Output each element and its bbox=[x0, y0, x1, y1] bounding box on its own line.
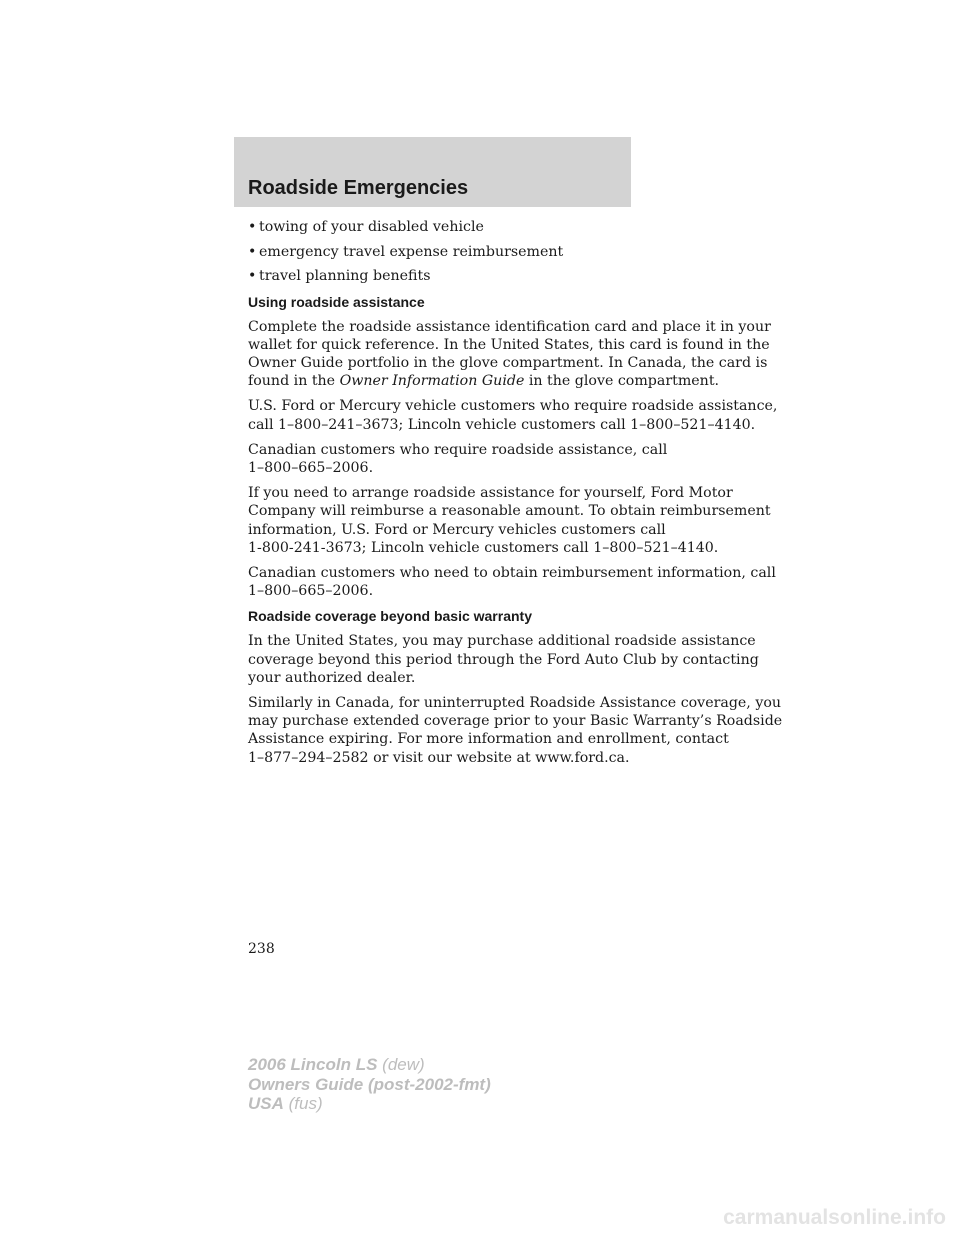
footer-model: 2006 Lincoln LS bbox=[248, 1055, 378, 1074]
heading-roadside-coverage: Roadside coverage beyond basic warranty bbox=[248, 608, 532, 625]
section-title: Roadside Emergencies bbox=[248, 177, 469, 199]
list-item: • emergency travel expense reimbursement bbox=[248, 243, 564, 260]
footer-guide-type: Owners Guide (post-2002-fmt) bbox=[248, 1074, 491, 1094]
bullet-icon: • bbox=[248, 268, 257, 285]
feature-list bbox=[248, 218, 648, 286]
section-header-band bbox=[234, 137, 631, 207]
paragraph-us-phone-numbers: U.S. Ford or Mercury vehicle customers who require roadside assistance, call 1–800–241–3673; Lincoln vehicle customers call 1–800–521–4140. bbox=[248, 398, 778, 433]
owner-information-guide-title: Owner Information Guide bbox=[339, 373, 525, 390]
paragraph-us-additional-coverage: In the United States, you may purchase additional roadside assistance coverage beyond this period through the Ford Auto Club by contacting your authorized dealer. bbox=[248, 633, 759, 686]
list-item: • travel planning benefits bbox=[248, 268, 431, 285]
site-watermark: carmanualsonline.info bbox=[723, 1206, 946, 1229]
paragraph-canada-phone-number: Canadian customers who require roadside assistance, call 1–800–665–2006. bbox=[248, 441, 668, 477]
document-footer: 2006 Lincoln LS (dew) Owners Guide (post-2002-fmt) USA (fus) bbox=[248, 1055, 491, 1113]
paragraph-identification-card: Complete the roadside assistance identification card and place it in your wallet for quick reference. In the United States, this card is found in the Owner Guide portfolio in the glove compartment. In Canada, the card is found in the Owner Information Guide in the glove compartment. bbox=[248, 318, 771, 390]
paragraph-canada-reimbursement: Canadian customers who need to obtain reimbursement information, call 1–800–665–2006. bbox=[248, 565, 776, 600]
footer-market: USA bbox=[248, 1094, 284, 1113]
bullet-icon: • bbox=[248, 243, 257, 260]
heading-using-roadside-assistance: Using roadside assistance bbox=[248, 293, 425, 310]
page-number: 238 bbox=[248, 941, 275, 957]
paragraph-canada-extended-coverage: Similarly in Canada, for uninterrupted Roadside Assistance coverage, you may purchase extended coverage prior to your Basic Warranty’s Roadside Assistance expiring. For more information and enrollment, contact 1–877–294–2582 or visit our website at www.ford.ca. bbox=[248, 695, 783, 766]
paragraph-reimbursement: If you need to arrange roadside assistance for yourself, Ford Motor Company will reimburse a reasonable amount. To obtain reimbursement information, U.S. Ford or Mercury vehicles customers call 1-800-241-3673; Lincoln vehicle customers call 1–800–521–4140. bbox=[248, 485, 771, 556]
list-item: • towing of your disabled vehicle bbox=[248, 219, 484, 235]
bullet-icon: • bbox=[248, 219, 257, 235]
page-content bbox=[248, 218, 783, 774]
